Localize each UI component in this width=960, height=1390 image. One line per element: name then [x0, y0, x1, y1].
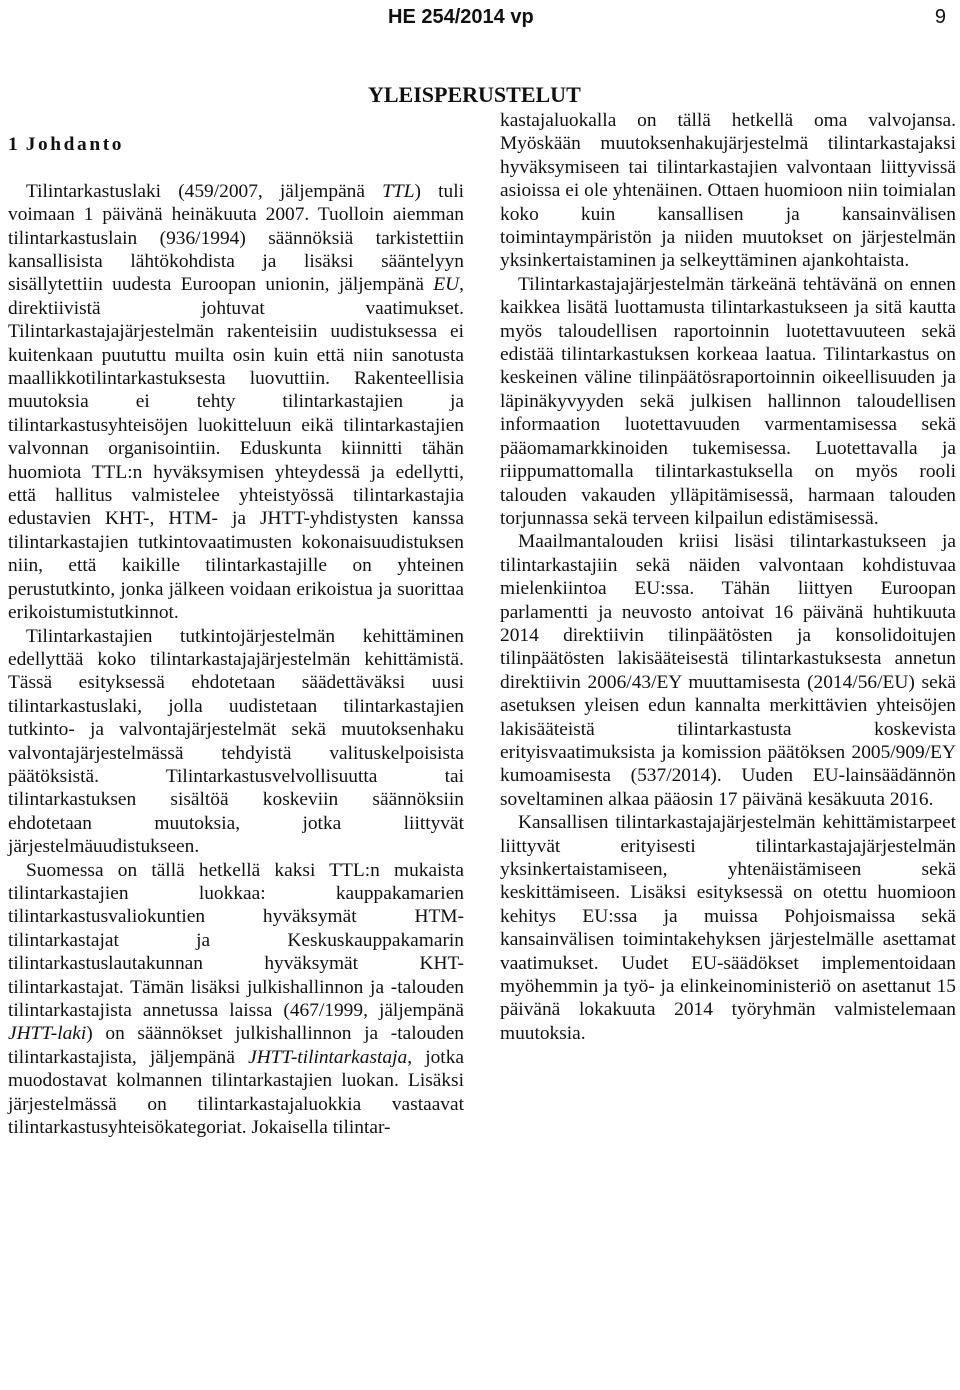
paragraph: Tilintarkastajajärjestelmän tärkeänä tehtävänä on ennen kaikkea lisätä luottamusta tilintarkastukseen ja sitä kautta myös taloudellisen raportoinnin luotettavuuteen sekä edistää tilintarkastuksen korkeaa laatua. Tilintarkastus on keskeinen väline tilinpäätösraportoinnin oikeellisuuden ja läpinäkyvyyden sekä julkisen hallinnon taloudellisen informaation luotettavuuden varmentamisessa sekä pääomamarkkinoiden tukemisessa. Luotettavalla ja riippumattomalla tilintarkastuksella on myös rooli talouden vakauden ylläpitämisessä, harmaan talouden torjunnassa sekä terveen kilpailun edistämisessä. — [500, 273, 956, 529]
document-id: HE 254/2014 vp — [388, 6, 534, 28]
chapter-title: Johdanto — [25, 134, 125, 155]
paragraph-text: Tilintarkastuslaki (459/2007, jäljempänä — [26, 180, 383, 202]
chapter-heading — [8, 133, 464, 180]
paragraph-text: , direktiivistä johtuvat vaatimukset. Tilintarkastajajärjestelmän rakenteisiin uudistuksessa ei kuitenkaan puututtu muilta osin kuin että niin sanotusta maallikkotilintarkastuksesta luovuttiin. Rakenteellisia muutoksia ei tehty tilintarkastajien ja tilintarkastusyhteisöjen luokitteluun eikä tilintarkastajien valvonnan organisointiin. Eduskunta kiinnitti tähän huomiota TTL:n hyväksymisen yhteydessä ja edellytti, että hallitus valmistelee yhteistyössä tilintarkastajia edustavien KHT-, HTM- ja JHTT-yhdistysten kanssa tilintarkastajien tutkintovaatimusten kokonaisuudistuksen niin, että kaikille tilintarkastajille on yhteinen perustutkinto, jonka jälkeen voidaan erikoistua ja suorittaa erikoistumistutkinnot. — [8, 274, 464, 624]
paragraph-text: Suomessa on tällä hetkellä kaksi TTL:n mukaista tilintarkastajien luokkaa: kauppakamarien tilintarkastusvaliokuntien hyväksymät HTM-tilintarkastajat ja Keskuskauppakamarin tilintarkastuslautakunnan hyväksymät KHT-tilintarkastajat. Tämän lisäksi julkishallinnon ja -talouden tilintarkastajista annetussa laissa (467/1999, jäljempänä — [8, 859, 464, 1022]
abbreviation: TTL — [382, 180, 415, 202]
paragraph: Maailmantalouden kriisi lisäsi tilintarkastukseen ja tilintarkastajiin sekä näiden valvontaan kohdistuvaa mielenkiintoa EU:ssa. Tähän liittyen Euroopan parlamentti ja neuvosto antoivat 16 päivänä huhtikuuta 2014 direktiivin tilinpäätösten ja konsolidoitujen tilinpäätösten lakisääteisestä tilintarkastuksesta annetun direktiivin 2006/43/EY muuttamisesta (2014/56/EU) sekä asetuksen yleisen edun kannalta merkittävien yhteisöjen lakisääteistä tilintarkastusta koskevista erityisvaatimuksista ja komission päätöksen 2005/909/EY kumoamisesta (537/2014). Uuden EU-lainsäädännön soveltaminen alkaa pääosin 17 päivänä kesäkuuta 2016. — [500, 531, 956, 810]
right-column — [500, 109, 956, 1045]
paragraph — [8, 859, 464, 1140]
paragraph: kastajaluokalla on tällä hetkellä oma valvojansa. Myöskään muutoksenhakujärjestelmä tilintarkastajaksi hyväksymiseen tai tilintarkastajien valvontaan liittyvissä asioissa ei ole yhtenäinen. Ottaen huomioon niin toimialan koko kuin kansallisen ja kansainvälisen toimintaympäristön ja niiden muutokset on järjestelmän yksinkertaistaminen ja selkeyttäminen ajankohtaista. — [500, 110, 956, 272]
chapter-number: 1 — [8, 134, 18, 155]
left-column — [8, 133, 464, 1139]
paragraph-text: ) tuli voimaan 1 päivänä heinäkuuta 2007. Tuolloin aiemman tilintarkastuslain (936/1994) säännöksiä tarkistettiin kansallisista lähtökohdista ja lisäksi sääntelyyn sisällytettiin uudesta Euroopan unionin, jäljempänä — [8, 180, 464, 296]
section-title: YLEISPERUSTELUT — [368, 82, 581, 107]
paragraph: Tilintarkastajien tutkintojärjestelmän kehittäminen edellyttää koko tilintarkastajajärjestelmän kehittämistä. Tässä esityksessä ehdotetaan säädettäväksi uusi tilintarkastuslaki, jolla uudistetaan tilintarkastajien tutkinto- ja valvontajärjestelmät sekä muutoksenhaku valvontajärjestelmässä tehdyistä valituskelpoisista päätöksistä. Tilintarkastusvelvollisuutta tai tilintarkastuksen sisältöä koskeviin säännöksiin ehdotetaan muutoksia, jotka liittyvät järjestelmäuudistukseen. — [8, 625, 464, 858]
abbreviation: JHTT-laki — [8, 1023, 87, 1045]
paragraph — [8, 180, 464, 625]
paragraph: Kansallisen tilintarkastajajärjestelmän kehittämistarpeet liittyvät erityisesti tilintarkastajajärjestelmän yksinkertaistamiseen, yhtenäistämiseen sekä keskittämiseen. Lisäksi esityksessä on otettu huomioon kehitys EU:ssa ja muissa Pohjoismaissa sekä kansainvälisen toimintakehyksen järjestelmälle asettamat vaatimukset. Uudet EU-säädökset implementoidaan myöhemmin ja työ- ja elinkeinoministeriö on asettanut 15 päivänä lokakuuta 2014 työryhmän valmistelemaan muutoksia. — [500, 812, 956, 1044]
paragraph-text: ) on säännökset julkishallinnon ja -talouden tilintarkastajista, jäljempänä — [8, 1023, 464, 1068]
abbreviation: EU — [433, 274, 460, 296]
abbreviation: JHTT-tilintarkastaja — [248, 1046, 408, 1068]
paragraph-text: , jotka muodostavat kolmannen tilintarkastajien luokan. Lisäksi järjestelmässä on tilintarkastajaluokkia vastaavat tilintarkastusyhteisökategoriat. Jokaisella tilintar- — [8, 1046, 464, 1139]
page-number: 9 — [934, 6, 946, 28]
